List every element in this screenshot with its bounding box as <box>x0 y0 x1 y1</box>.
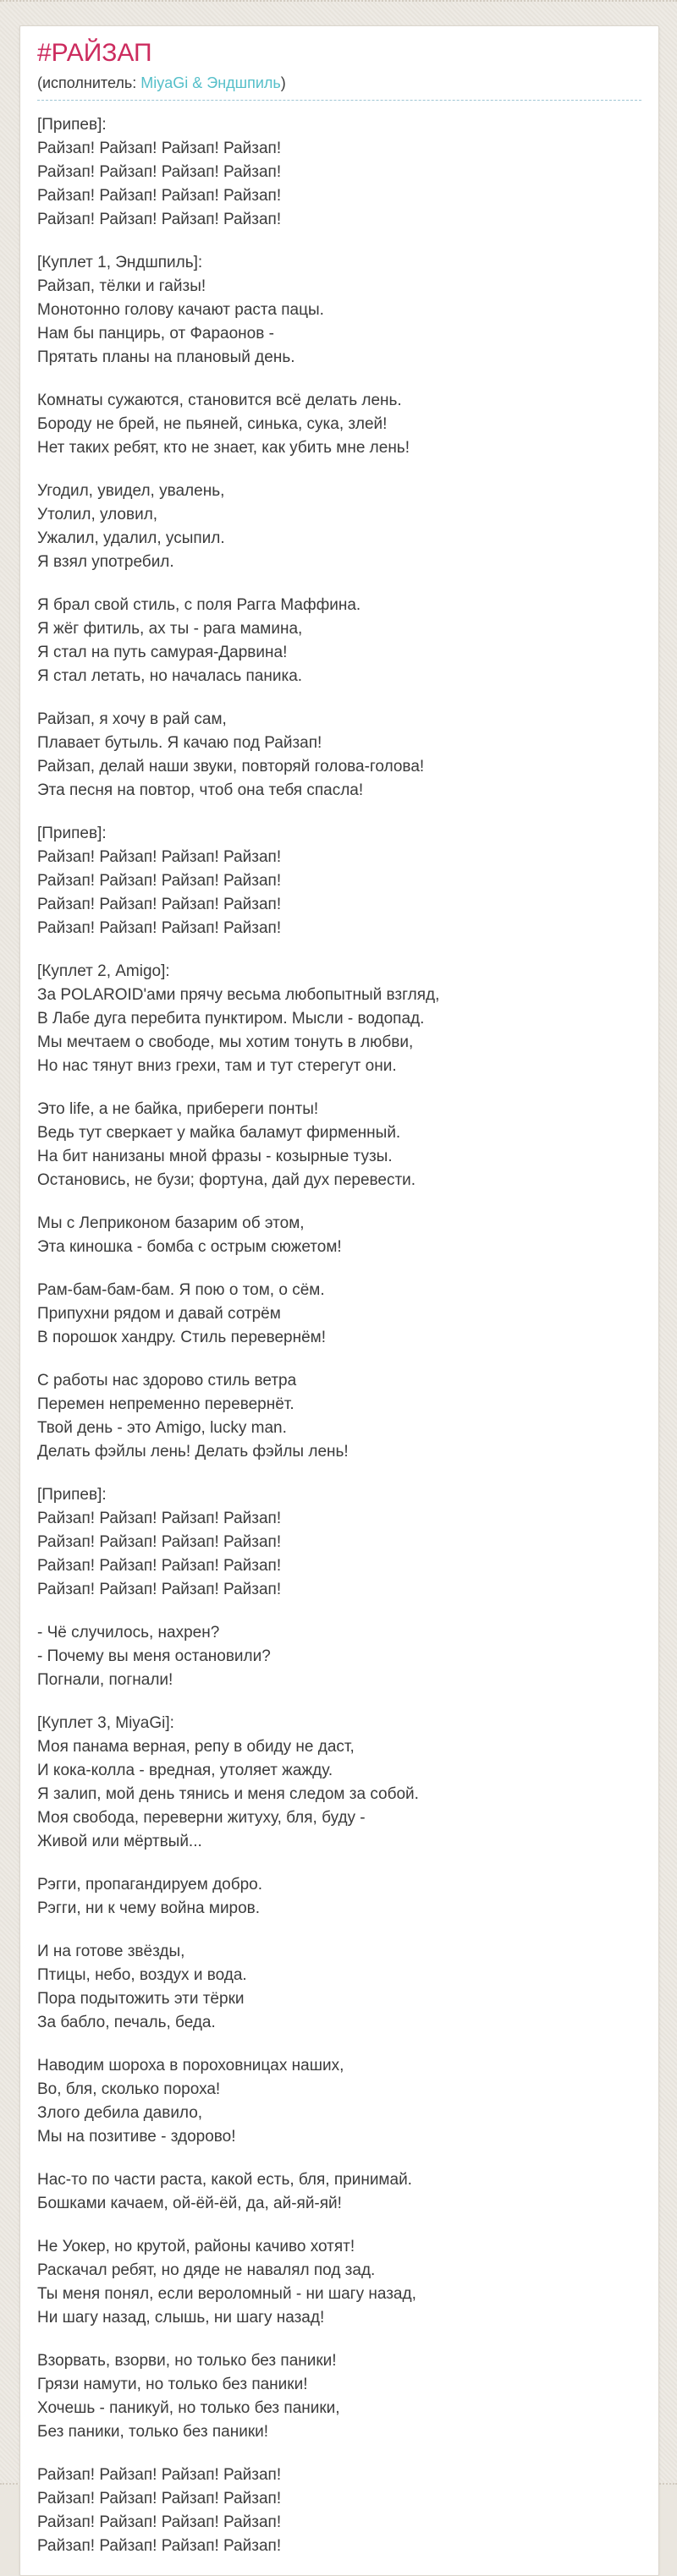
lyric-line: И на готове звёзды, <box>37 1943 185 1960</box>
stanza <box>37 2168 641 2216</box>
artist-line <box>37 74 641 101</box>
lyric-line: Райзап! Райзап! Райзап! Райзап! <box>37 2466 282 2484</box>
lyric-line: Моя панама верная, репу в обиду не даст, <box>37 1738 355 1756</box>
stanza <box>37 1098 641 1192</box>
lyrics-panel <box>19 25 659 2576</box>
lyric-line: Без паники, только без паники! <box>37 2423 269 2441</box>
lyric-line: Не Уокер, но крутой, районы качиво хотят! <box>37 2238 355 2255</box>
lyric-line: Райзап! Райзап! Райзап! Райзап! <box>37 848 282 866</box>
lyric-line: Райзап! Райзап! Райзап! Райзап! <box>37 919 282 937</box>
page-title: #РАЙЗАП <box>37 39 152 67</box>
stanza <box>37 1940 641 2035</box>
lyric-line: Злого дебила давило, <box>37 2104 203 2122</box>
lyric-line: Мы на позитиве - здорово! <box>37 2128 236 2146</box>
stanza <box>37 1279 641 1350</box>
lyric-line: Пора подытожить эти тёрки <box>37 1990 245 2008</box>
lyric-line: Я стал на путь самурая-Дарвина! <box>37 644 288 661</box>
lyric-line: - Почему вы меня остановили? <box>37 1647 271 1665</box>
stanza <box>37 822 641 940</box>
lyric-line: Райзап! Райзап! Райзап! Райзап! <box>37 896 282 913</box>
lyric-line: Нам бы панцирь, от Фараонов - <box>37 325 274 343</box>
stanza <box>37 480 641 574</box>
lyric-line: Райзап, тёлки и гайзы! <box>37 277 206 295</box>
stanza <box>37 594 641 688</box>
lyric-line: Моя свобода, переверни житуху, бля, буду - <box>37 1809 366 1827</box>
lyric-line: Райзап! Райзап! Райзап! Райзап! <box>37 187 282 205</box>
lyric-line: Я стал летать, но началась паника. <box>37 667 303 685</box>
lyric-line: Это life, а не байка, прибереги понты! <box>37 1100 319 1118</box>
lyric-line: Живой или мёртвый... <box>37 1833 202 1850</box>
lyric-line: За бабло, печаль, беда. <box>37 2014 216 2031</box>
lyric-line: Нет таких ребят, кто не знает, как убить мне лень! <box>37 439 410 457</box>
lyric-line: Райзап! Райзап! Райзап! Райзап! <box>37 1533 282 1551</box>
lyric-line: Я жёг фитиль, ах ты - рага мамина, <box>37 620 303 638</box>
stanza <box>37 1212 641 1259</box>
lyric-line: [Припев]: <box>37 1486 107 1504</box>
lyric-line: Птицы, небо, воздух и вода. <box>37 1966 247 1984</box>
lyric-line: На бит нанизаны мной фразы - козырные тузы. <box>37 1148 393 1165</box>
lyric-line: В Лабе дуга перебита пунктиром. Мысли - водопад. <box>37 1010 425 1028</box>
stanza <box>37 2235 641 2330</box>
artist-label-prefix: (исполнитель: <box>37 74 141 91</box>
stanza <box>37 1712 641 1854</box>
lyric-line: Нас-то по части раста, какой есть, бля, принимай. <box>37 2171 412 2189</box>
lyric-line: Утолил, уловил, <box>37 506 158 523</box>
lyric-line: Угодил, увидел, увалень, <box>37 482 225 500</box>
lyric-line: Во, бля, сколько пороха! <box>37 2080 221 2098</box>
lyric-line: Я брал свой стиль, с поля Рагга Маффина. <box>37 596 361 614</box>
lyric-line: Мы мечтаем о свободе, мы хотим тонуть в любви, <box>37 1033 414 1051</box>
lyric-line: Грязи намути, но только без паники! <box>37 2376 308 2393</box>
lyric-line: Ужалил, удалил, усыпил. <box>37 529 225 547</box>
lyric-line: [Куплет 1, Эндшпиль]: <box>37 254 203 271</box>
lyric-line: В порошок хандру. Стиль перевернём! <box>37 1329 326 1346</box>
artist-label-suffix: ) <box>280 74 286 91</box>
lyric-line: С работы нас здорово стиль ветра <box>37 1372 297 1389</box>
artist-link[interactable]: MiyaGi & Эндшпиль <box>140 74 281 91</box>
lyric-line: Ни шагу назад, слышь, ни шагу назад! <box>37 2309 325 2327</box>
lyric-line: Прятать планы на плановый день. <box>37 348 295 366</box>
lyric-line: Райзап, делай наши звуки, повторяй голова-голова! <box>37 758 425 776</box>
lyric-line: - Чё случилось, нахрен? <box>37 1624 220 1642</box>
lyric-line: Райзап, я хочу в рай сам, <box>37 710 227 728</box>
stanza <box>37 2349 641 2444</box>
stanza <box>37 251 641 370</box>
stanza <box>37 708 641 803</box>
lyric-line: Райзап! Райзап! Райзап! Райзап! <box>37 163 282 181</box>
lyric-line: Погнали, погнали! <box>37 1671 173 1689</box>
lyric-line: Мы с Леприконом базарим об этом, <box>37 1214 305 1232</box>
lyric-line: Райзап! Райзап! Райзап! Райзап! <box>37 872 282 890</box>
lyric-line: [Куплет 3, MiyaGi]: <box>37 1714 174 1732</box>
lyric-line: Ведь тут сверкает у майка баламут фирменный. <box>37 1124 401 1142</box>
lyric-line: И кока-колла - вредная, утоляет жажду. <box>37 1762 333 1779</box>
stanza <box>37 960 641 1078</box>
lyric-line: Райзап! Райзап! Райзап! Райзап! <box>37 140 282 157</box>
lyric-line: Но нас тянут вниз грехи, там и тут стерегут они. <box>37 1057 397 1075</box>
stanza <box>37 113 641 232</box>
lyric-line: Бошками качаем, ой-ёй-ёй, да, ай-яй-яй! <box>37 2195 342 2212</box>
lyric-line: Перемен непременно перевернёт. <box>37 1395 294 1413</box>
lyric-line: Я взял употребил. <box>37 553 174 571</box>
lyric-line: Я залип, мой день тянись и меня следом за собой. <box>37 1785 419 1803</box>
lyric-line: Рэгги, ни к чему война миров. <box>37 1899 261 1917</box>
lyric-line: [Припев]: <box>37 116 107 134</box>
lyric-line: Райзап! Райзап! Райзап! Райзап! <box>37 1557 282 1575</box>
lyric-line: Монотонно голову качают раста пацы. <box>37 301 324 319</box>
lyric-line: Райзап! Райзап! Райзап! Райзап! <box>37 2513 282 2531</box>
lyric-line: Наводим шороха в пороховницах наших, <box>37 2057 344 2075</box>
stanza <box>37 2054 641 2149</box>
lyric-line: Взорвать, взорви, но только без паники! <box>37 2352 337 2370</box>
lyric-line: Припухни рядом и давай сотрём <box>37 1305 281 1323</box>
stanza <box>37 1483 641 1602</box>
lyric-line: [Припев]: <box>37 825 107 842</box>
lyric-line: [Куплет 2, Amigo]: <box>37 962 170 980</box>
stanza <box>37 1369 641 1464</box>
lyric-line: Рэгги, пропагандируем добро. <box>37 1876 263 1894</box>
lyric-line: Эта киношка - бомба с острым сюжетом! <box>37 1238 342 1256</box>
lyric-line: Бороду не брей, не пьяней, синька, сука, злей! <box>37 415 388 433</box>
lyric-line: Райзап! Райзап! Райзап! Райзап! <box>37 211 282 228</box>
stanza <box>37 389 641 460</box>
stanza <box>37 1873 641 1921</box>
lyric-line: Раскачал ребят, но дяде не навалял под зад. <box>37 2261 376 2279</box>
lyric-line: Остановись, не бузи; фортуна, дай дух перевести. <box>37 1171 416 1189</box>
lyric-line: За POLAROID'ами прячу весьма любопытный взгляд, <box>37 986 440 1004</box>
lyric-line: Ты меня понял, если вероломный - ни шагу назад, <box>37 2285 416 2303</box>
lyric-line: Твой день - это Amigo, lucky man. <box>37 1419 287 1437</box>
stanza <box>37 2464 641 2558</box>
lyrics-text <box>37 113 641 2558</box>
lyric-line: Хочешь - паникуй, но только без паники, <box>37 2399 340 2417</box>
lyric-line: Эта песня на повтор, чтоб она тебя спасла! <box>37 781 364 799</box>
lyric-line: Делать фэйлы лень! Делать фэйлы лень! <box>37 1443 349 1461</box>
lyric-line: Райзап! Райзап! Райзап! Райзап! <box>37 2537 282 2555</box>
lyric-line: Райзап! Райзап! Райзап! Райзап! <box>37 2490 282 2507</box>
stanza <box>37 1621 641 1692</box>
lyric-line: Плавает бутыль. Я качаю под Райзап! <box>37 734 322 752</box>
lyric-line: Комнаты сужаются, становится всё делать лень. <box>37 392 402 409</box>
lyric-line: Райзап! Райзап! Райзап! Райзап! <box>37 1510 282 1527</box>
lyric-line: Райзап! Райзап! Райзап! Райзап! <box>37 1581 282 1598</box>
lyric-line: Рам-бам-бам-бам. Я пою о том, о сём. <box>37 1281 325 1299</box>
